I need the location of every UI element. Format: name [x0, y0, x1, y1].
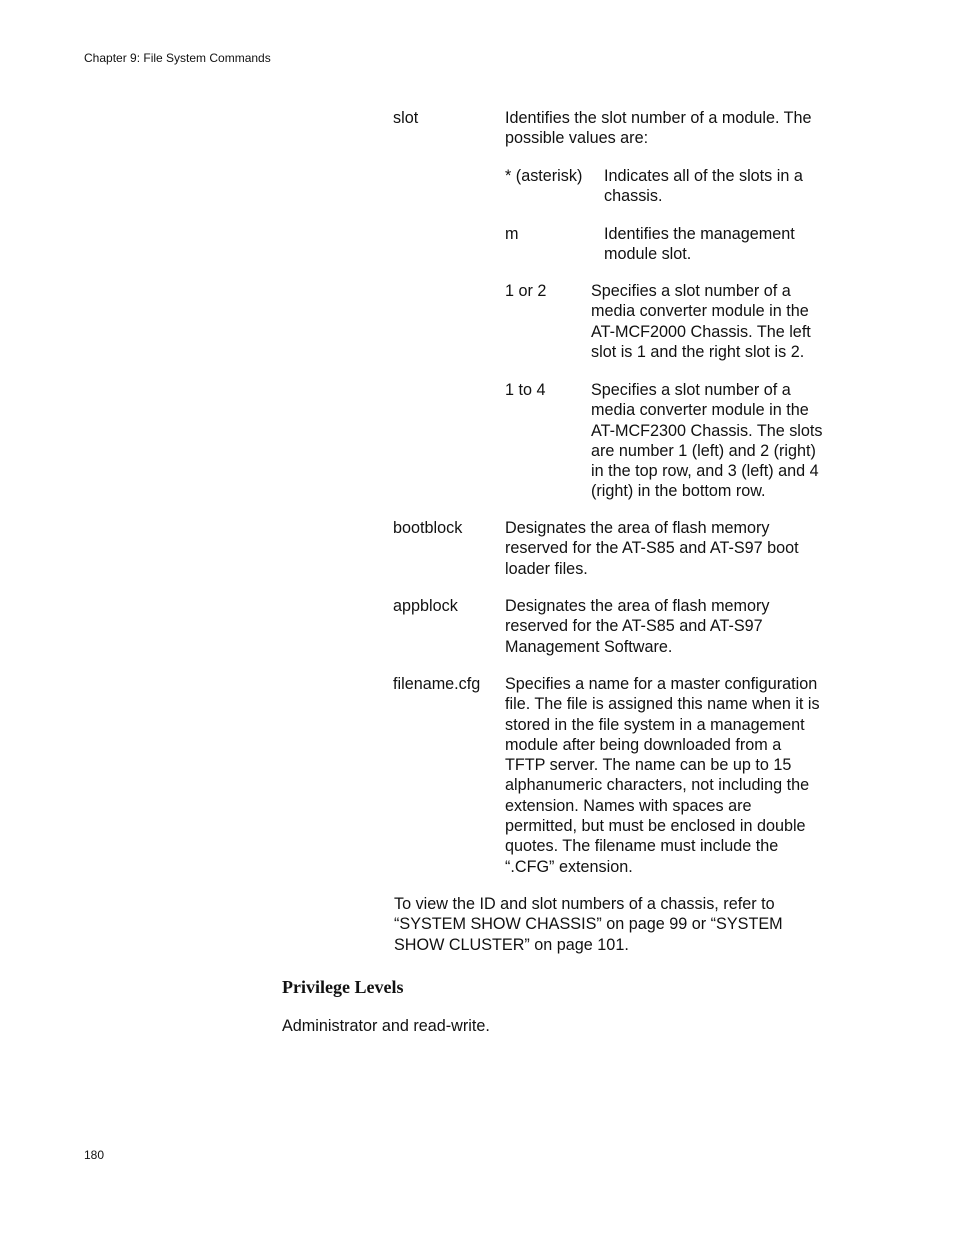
param-term-filename-cfg: filename.cfg: [393, 675, 481, 693]
section-heading-privilege-levels: Privilege Levels: [282, 977, 404, 997]
chapter-title: Chapter 9: File System Commands: [84, 51, 271, 65]
slot-value-term-1-to-4: 1 to 4: [505, 381, 546, 399]
slot-value-desc-m: Identifies the management module slot.: [604, 225, 795, 264]
param-term-bootblock: bootblock: [393, 519, 463, 537]
param-term-appblock: appblock: [393, 597, 458, 615]
slot-value-term-asterisk: * (asterisk): [505, 167, 583, 185]
slot-value-desc-1-or-2: Specifies a slot number of a media converter module in the AT-MCF2000 Chassis. The left slot is 1 and the right slot is 2.: [591, 282, 811, 361]
slot-value-desc-1-to-4: Specifies a slot number of a media converter module in the AT-MCF2300 Chassis. The slots are number 1 (left) and 2 (right) in the top row, and 3 (left) and 4 (right) in the bottom row.: [591, 381, 823, 501]
param-desc-bootblock: Designates the area of flash memory reserved for the AT-S85 and AT-S97 boot loader files.: [505, 519, 799, 578]
param-term-slot: slot: [393, 109, 419, 127]
page-number: 180: [84, 1148, 105, 1162]
param-desc-slot: Identifies the slot number of a module. The possible values are:: [505, 109, 812, 148]
slot-value-term-1-or-2: 1 or 2: [505, 282, 547, 300]
param-desc-filename-cfg: Specifies a name for a master configuration file. The file is assigned this name when it is stored in the file system in a management module after being downloaded from a TFTP server. The name can be up to 15 alphanumeric characters, not including the extension. Names with spaces are permitted, but must be enclosed in double quotes. The filename must include the “.CFG” extension.: [505, 675, 820, 876]
privilege-levels-text: Administrator and read-write.: [282, 1017, 490, 1035]
chassis-reference-note: To view the ID and slot numbers of a chassis, refer to “SYSTEM SHOW CHASSIS” on page 99 or “SYSTEM SHOW CLUSTER” on page 101.: [394, 895, 783, 954]
slot-value-desc-asterisk: Indicates all of the slots in a chassis.: [604, 167, 803, 206]
param-desc-appblock: Designates the area of flash memory reserved for the AT-S85 and AT-S97 Management Software.: [505, 597, 770, 656]
slot-value-term-m: m: [505, 225, 519, 243]
